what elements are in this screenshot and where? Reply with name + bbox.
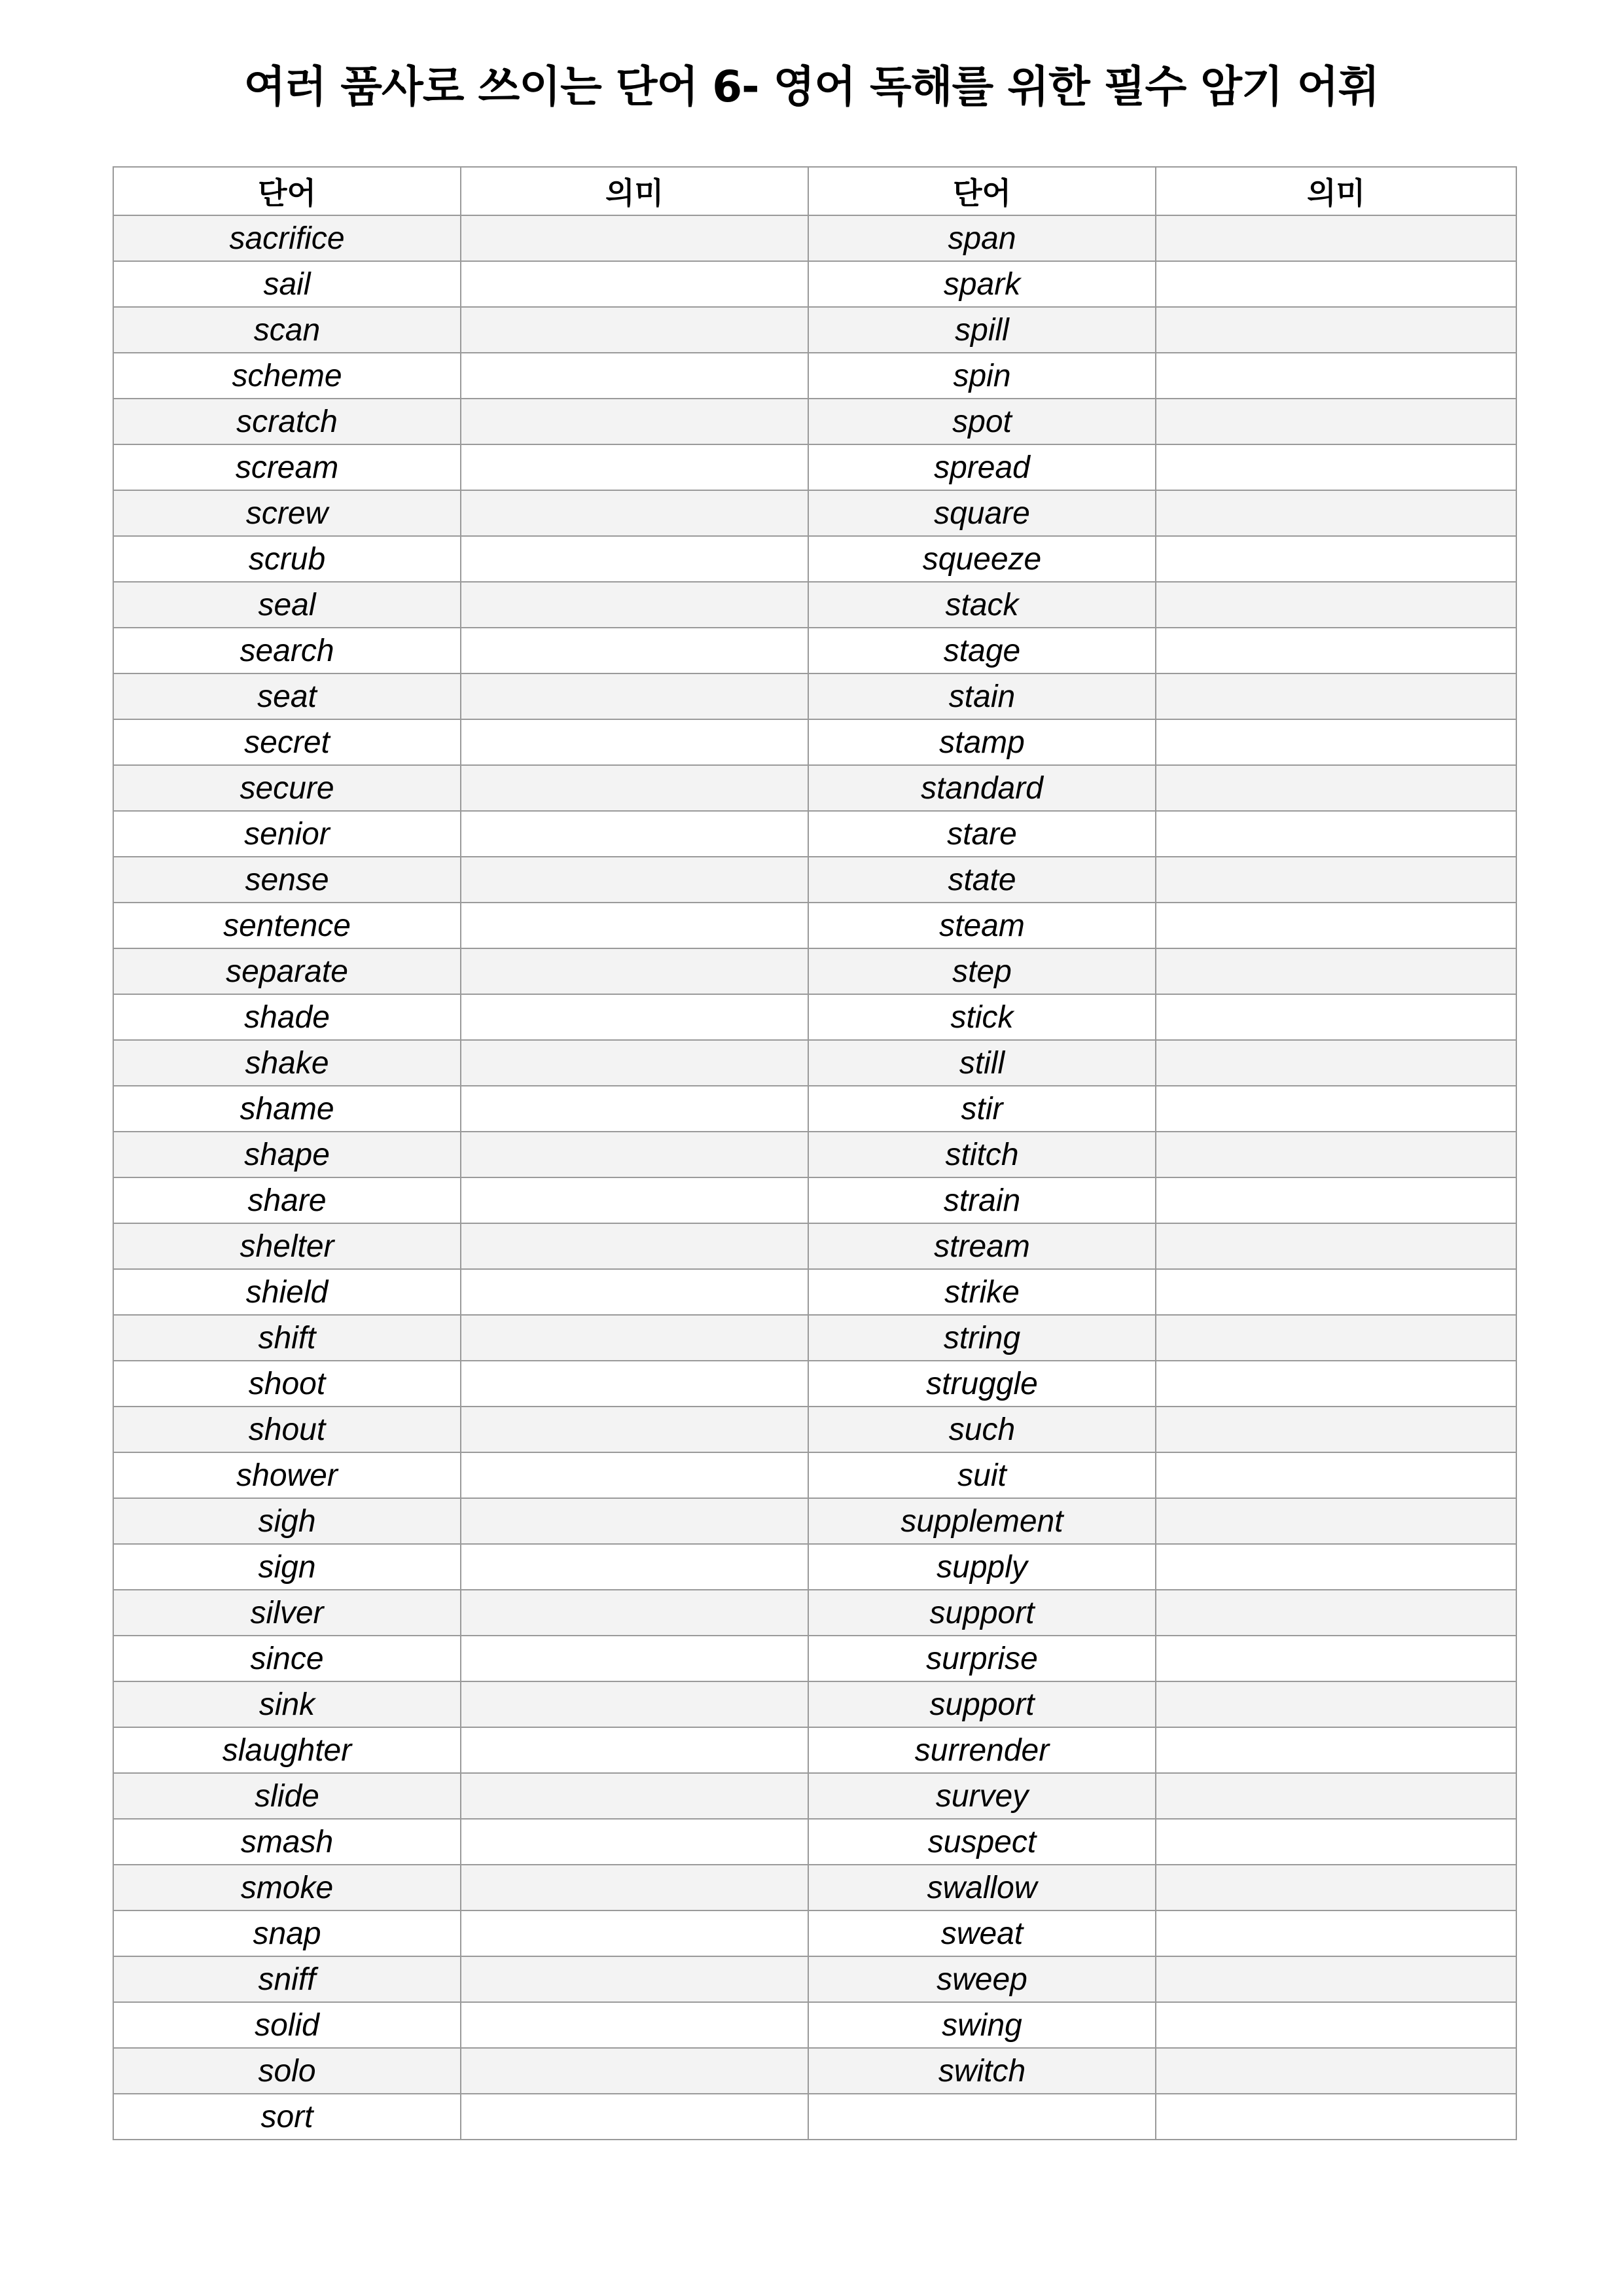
word-cell-left: sort <box>113 2094 461 2140</box>
meaning-cell-right[interactable] <box>1156 1407 1516 1452</box>
word-cell-right: suspect <box>808 1819 1156 1865</box>
meaning-cell-left[interactable] <box>461 1407 808 1452</box>
meaning-cell-left[interactable] <box>461 582 808 628</box>
word-cell-left: shield <box>113 1269 461 1315</box>
word-cell-left: sail <box>113 261 461 307</box>
word-cell-left: scream <box>113 444 461 490</box>
table-row <box>113 1636 1516 1681</box>
word-cell-left: solo <box>113 2048 461 2094</box>
meaning-cell-right[interactable] <box>1156 1590 1516 1636</box>
table-row <box>113 1177 1516 1223</box>
word-cell-left: sink <box>113 1681 461 1727</box>
meaning-cell-right[interactable] <box>1156 1086 1516 1132</box>
word-cell-right: steam <box>808 903 1156 948</box>
meaning-cell-left[interactable] <box>461 857 808 903</box>
meaning-cell-right[interactable] <box>1156 719 1516 765</box>
meaning-cell-left[interactable] <box>461 2048 808 2094</box>
word-cell-right: spot <box>808 399 1156 444</box>
word-cell-right: switch <box>808 2048 1156 2094</box>
word-cell-right: squeeze <box>808 536 1156 582</box>
word-cell-right: support <box>808 1681 1156 1727</box>
word-cell-right: such <box>808 1407 1156 1452</box>
table-row <box>113 903 1516 948</box>
meaning-cell-right[interactable] <box>1156 1223 1516 1269</box>
meaning-cell-right[interactable] <box>1156 1636 1516 1681</box>
meaning-cell-right[interactable] <box>1156 444 1516 490</box>
word-cell-right: string <box>808 1315 1156 1361</box>
meaning-cell-right[interactable] <box>1156 1177 1516 1223</box>
word-cell-left: smash <box>113 1819 461 1865</box>
meaning-cell-left[interactable] <box>461 1269 808 1315</box>
meaning-cell-left[interactable] <box>461 307 808 353</box>
meaning-cell-left[interactable] <box>461 1177 808 1223</box>
meaning-cell-left[interactable] <box>461 490 808 536</box>
table-row <box>113 1361 1516 1407</box>
word-cell-left: shape <box>113 1132 461 1177</box>
word-cell-left: since <box>113 1636 461 1681</box>
table-row <box>113 1681 1516 1727</box>
table-row <box>113 1544 1516 1590</box>
meaning-cell-left[interactable] <box>461 1819 808 1865</box>
meaning-cell-right[interactable] <box>1156 1315 1516 1361</box>
table-row <box>113 2002 1516 2048</box>
meaning-cell-left[interactable] <box>461 1865 808 1910</box>
word-cell-left: sentence <box>113 903 461 948</box>
meaning-cell-right[interactable] <box>1156 536 1516 582</box>
meaning-cell-left[interactable] <box>461 261 808 307</box>
word-cell-left: sigh <box>113 1498 461 1544</box>
meaning-cell-left[interactable] <box>461 1773 808 1819</box>
meaning-cell-right[interactable] <box>1156 1132 1516 1177</box>
meaning-cell-left[interactable] <box>461 628 808 673</box>
table-row <box>113 719 1516 765</box>
table-row <box>113 1956 1516 2002</box>
word-cell-left: scrub <box>113 536 461 582</box>
word-cell-right: square <box>808 490 1156 536</box>
meaning-cell-left[interactable] <box>461 1544 808 1590</box>
meaning-cell-left[interactable] <box>461 1452 808 1498</box>
table-row <box>113 444 1516 490</box>
meaning-cell-right[interactable] <box>1156 215 1516 261</box>
vocabulary-table <box>113 166 1517 2140</box>
meaning-cell-left[interactable] <box>461 215 808 261</box>
word-cell-right: spread <box>808 444 1156 490</box>
word-cell-left: share <box>113 1177 461 1223</box>
word-cell-right: sweep <box>808 1956 1156 2002</box>
word-cell-left: secret <box>113 719 461 765</box>
table-row <box>113 1498 1516 1544</box>
meaning-cell-right[interactable] <box>1156 903 1516 948</box>
meaning-cell-right[interactable] <box>1156 948 1516 994</box>
table-row <box>113 765 1516 811</box>
meaning-cell-right[interactable] <box>1156 673 1516 719</box>
word-cell-right: swing <box>808 2002 1156 2048</box>
meaning-cell-right[interactable] <box>1156 1544 1516 1590</box>
table-row <box>113 2094 1516 2140</box>
word-cell-right: surprise <box>808 1636 1156 1681</box>
word-cell-right: survey <box>808 1773 1156 1819</box>
meaning-cell-right[interactable] <box>1156 1452 1516 1498</box>
table-row <box>113 1040 1516 1086</box>
table-row <box>113 857 1516 903</box>
table-row <box>113 811 1516 857</box>
table-row <box>113 536 1516 582</box>
word-cell-left: screw <box>113 490 461 536</box>
meaning-cell-left[interactable] <box>461 1727 808 1773</box>
word-cell-right: surrender <box>808 1727 1156 1773</box>
word-cell-right: standard <box>808 765 1156 811</box>
word-cell-right: supply <box>808 1544 1156 1590</box>
word-cell-right: stack <box>808 582 1156 628</box>
table-row <box>113 582 1516 628</box>
table-row <box>113 628 1516 673</box>
word-cell-left: scratch <box>113 399 461 444</box>
meaning-cell-left[interactable] <box>461 536 808 582</box>
meaning-cell-right[interactable] <box>1156 490 1516 536</box>
meaning-cell-left[interactable] <box>461 2002 808 2048</box>
table-row <box>113 399 1516 444</box>
word-cell-left: solid <box>113 2002 461 2048</box>
header-row <box>113 167 1516 215</box>
meaning-cell-left[interactable] <box>461 1910 808 1956</box>
table-row <box>113 1727 1516 1773</box>
word-cell-left: secure <box>113 765 461 811</box>
table-row <box>113 1132 1516 1177</box>
table-row <box>113 215 1516 261</box>
meaning-cell-left[interactable] <box>461 1361 808 1407</box>
meaning-cell-right[interactable] <box>1156 994 1516 1040</box>
meaning-cell-left[interactable] <box>461 1315 808 1361</box>
meaning-cell-right[interactable] <box>1156 261 1516 307</box>
word-cell-left: search <box>113 628 461 673</box>
table-row <box>113 1452 1516 1498</box>
word-cell-right: stain <box>808 673 1156 719</box>
meaning-cell-right[interactable] <box>1156 1269 1516 1315</box>
meaning-cell-right[interactable] <box>1156 2002 1516 2048</box>
header-word-left: 단어 <box>113 167 461 215</box>
word-cell-right: stick <box>808 994 1156 1040</box>
word-cell-right: span <box>808 215 1156 261</box>
table-row <box>113 673 1516 719</box>
word-cell-right: stamp <box>808 719 1156 765</box>
meaning-cell-right[interactable] <box>1156 628 1516 673</box>
meaning-cell-left[interactable] <box>461 994 808 1040</box>
meaning-cell-right[interactable] <box>1156 811 1516 857</box>
word-cell-left: silver <box>113 1590 461 1636</box>
meaning-cell-left[interactable] <box>461 673 808 719</box>
table-row <box>113 1223 1516 1269</box>
meaning-cell-right[interactable] <box>1156 1361 1516 1407</box>
table-row <box>113 1865 1516 1910</box>
word-cell-right: still <box>808 1040 1156 1086</box>
table-row <box>113 1269 1516 1315</box>
word-cell-left: smoke <box>113 1865 461 1910</box>
word-cell-right: state <box>808 857 1156 903</box>
word-cell-left: seal <box>113 582 461 628</box>
word-cell-left: separate <box>113 948 461 994</box>
meaning-cell-left[interactable] <box>461 1956 808 2002</box>
table-row <box>113 490 1516 536</box>
meaning-cell-left[interactable] <box>461 353 808 399</box>
meaning-cell-right[interactable] <box>1156 1910 1516 1956</box>
meaning-cell-right[interactable] <box>1156 1681 1516 1727</box>
table-row <box>113 1819 1516 1865</box>
meaning-cell-left[interactable] <box>461 1636 808 1681</box>
word-cell-left: sense <box>113 857 461 903</box>
table-row <box>113 1773 1516 1819</box>
word-cell-left: shift <box>113 1315 461 1361</box>
meaning-cell-right[interactable] <box>1156 399 1516 444</box>
word-cell-left: slaughter <box>113 1727 461 1773</box>
table-row <box>113 261 1516 307</box>
table-row <box>113 1407 1516 1452</box>
word-cell-right: swallow <box>808 1865 1156 1910</box>
word-cell-right: stage <box>808 628 1156 673</box>
word-cell-right: suit <box>808 1452 1156 1498</box>
word-cell-left: sniff <box>113 1956 461 2002</box>
meaning-cell-left[interactable] <box>461 1681 808 1727</box>
meaning-cell-right[interactable] <box>1156 1819 1516 1865</box>
meaning-cell-right[interactable] <box>1156 2048 1516 2094</box>
meaning-cell-left[interactable] <box>461 903 808 948</box>
meaning-cell-right[interactable] <box>1156 2094 1516 2140</box>
word-cell-right: spark <box>808 261 1156 307</box>
meaning-cell-left[interactable] <box>461 1590 808 1636</box>
word-cell-left: sacrifice <box>113 215 461 261</box>
meaning-cell-left[interactable] <box>461 719 808 765</box>
meaning-cell-left[interactable] <box>461 1498 808 1544</box>
meaning-cell-left[interactable] <box>461 765 808 811</box>
word-cell-right <box>808 2094 1156 2140</box>
meaning-cell-left[interactable] <box>461 1040 808 1086</box>
word-cell-right: strain <box>808 1177 1156 1223</box>
meaning-cell-right[interactable] <box>1156 307 1516 353</box>
word-cell-left: seat <box>113 673 461 719</box>
meaning-cell-right[interactable] <box>1156 353 1516 399</box>
meaning-cell-right[interactable] <box>1156 1040 1516 1086</box>
meaning-cell-left[interactable] <box>461 2094 808 2140</box>
table-row <box>113 1590 1516 1636</box>
word-cell-left: scan <box>113 307 461 353</box>
word-cell-right: support <box>808 1590 1156 1636</box>
word-cell-left: sign <box>113 1544 461 1590</box>
meaning-cell-left[interactable] <box>461 811 808 857</box>
word-cell-left: shoot <box>113 1361 461 1407</box>
header-meaning-right: 의미 <box>1156 167 1516 215</box>
word-cell-left: shelter <box>113 1223 461 1269</box>
meaning-cell-right[interactable] <box>1156 1498 1516 1544</box>
word-cell-right: spill <box>808 307 1156 353</box>
word-cell-left: shame <box>113 1086 461 1132</box>
word-cell-right: sweat <box>808 1910 1156 1956</box>
word-cell-right: struggle <box>808 1361 1156 1407</box>
word-cell-left: snap <box>113 1910 461 1956</box>
meaning-cell-left[interactable] <box>461 399 808 444</box>
meaning-cell-right[interactable] <box>1156 1865 1516 1910</box>
meaning-cell-left[interactable] <box>461 1223 808 1269</box>
table-row <box>113 353 1516 399</box>
table-row <box>113 1910 1516 1956</box>
meaning-cell-right[interactable] <box>1156 1727 1516 1773</box>
meaning-cell-left[interactable] <box>461 444 808 490</box>
table-row <box>113 2048 1516 2094</box>
word-cell-left: shout <box>113 1407 461 1452</box>
table-row <box>113 994 1516 1040</box>
meaning-cell-left[interactable] <box>461 948 808 994</box>
table-row <box>113 307 1516 353</box>
meaning-cell-right[interactable] <box>1156 582 1516 628</box>
table-body <box>113 215 1516 2140</box>
word-cell-left: shower <box>113 1452 461 1498</box>
meaning-cell-right[interactable] <box>1156 765 1516 811</box>
header-meaning-left: 의미 <box>461 167 808 215</box>
word-cell-left: shake <box>113 1040 461 1086</box>
word-cell-right: spin <box>808 353 1156 399</box>
word-cell-right: stare <box>808 811 1156 857</box>
page-title: 여러 품사로 쓰이는 단어 6- 영어 독해를 위한 필수 암기 어휘 <box>243 62 1380 112</box>
meaning-cell-left[interactable] <box>461 1132 808 1177</box>
table-row <box>113 948 1516 994</box>
word-cell-right: supplement <box>808 1498 1156 1544</box>
word-cell-right: stream <box>808 1223 1156 1269</box>
header-word-right: 단어 <box>808 167 1156 215</box>
meaning-cell-right[interactable] <box>1156 1773 1516 1819</box>
word-cell-left: scheme <box>113 353 461 399</box>
word-cell-left: shade <box>113 994 461 1040</box>
table-row <box>113 1086 1516 1132</box>
word-cell-right: stitch <box>808 1132 1156 1177</box>
meaning-cell-right[interactable] <box>1156 857 1516 903</box>
word-cell-right: step <box>808 948 1156 994</box>
word-cell-left: slide <box>113 1773 461 1819</box>
meaning-cell-left[interactable] <box>461 1086 808 1132</box>
word-cell-right: strike <box>808 1269 1156 1315</box>
word-cell-right: stir <box>808 1086 1156 1132</box>
meaning-cell-right[interactable] <box>1156 1956 1516 2002</box>
word-cell-left: senior <box>113 811 461 857</box>
table-row <box>113 1315 1516 1361</box>
